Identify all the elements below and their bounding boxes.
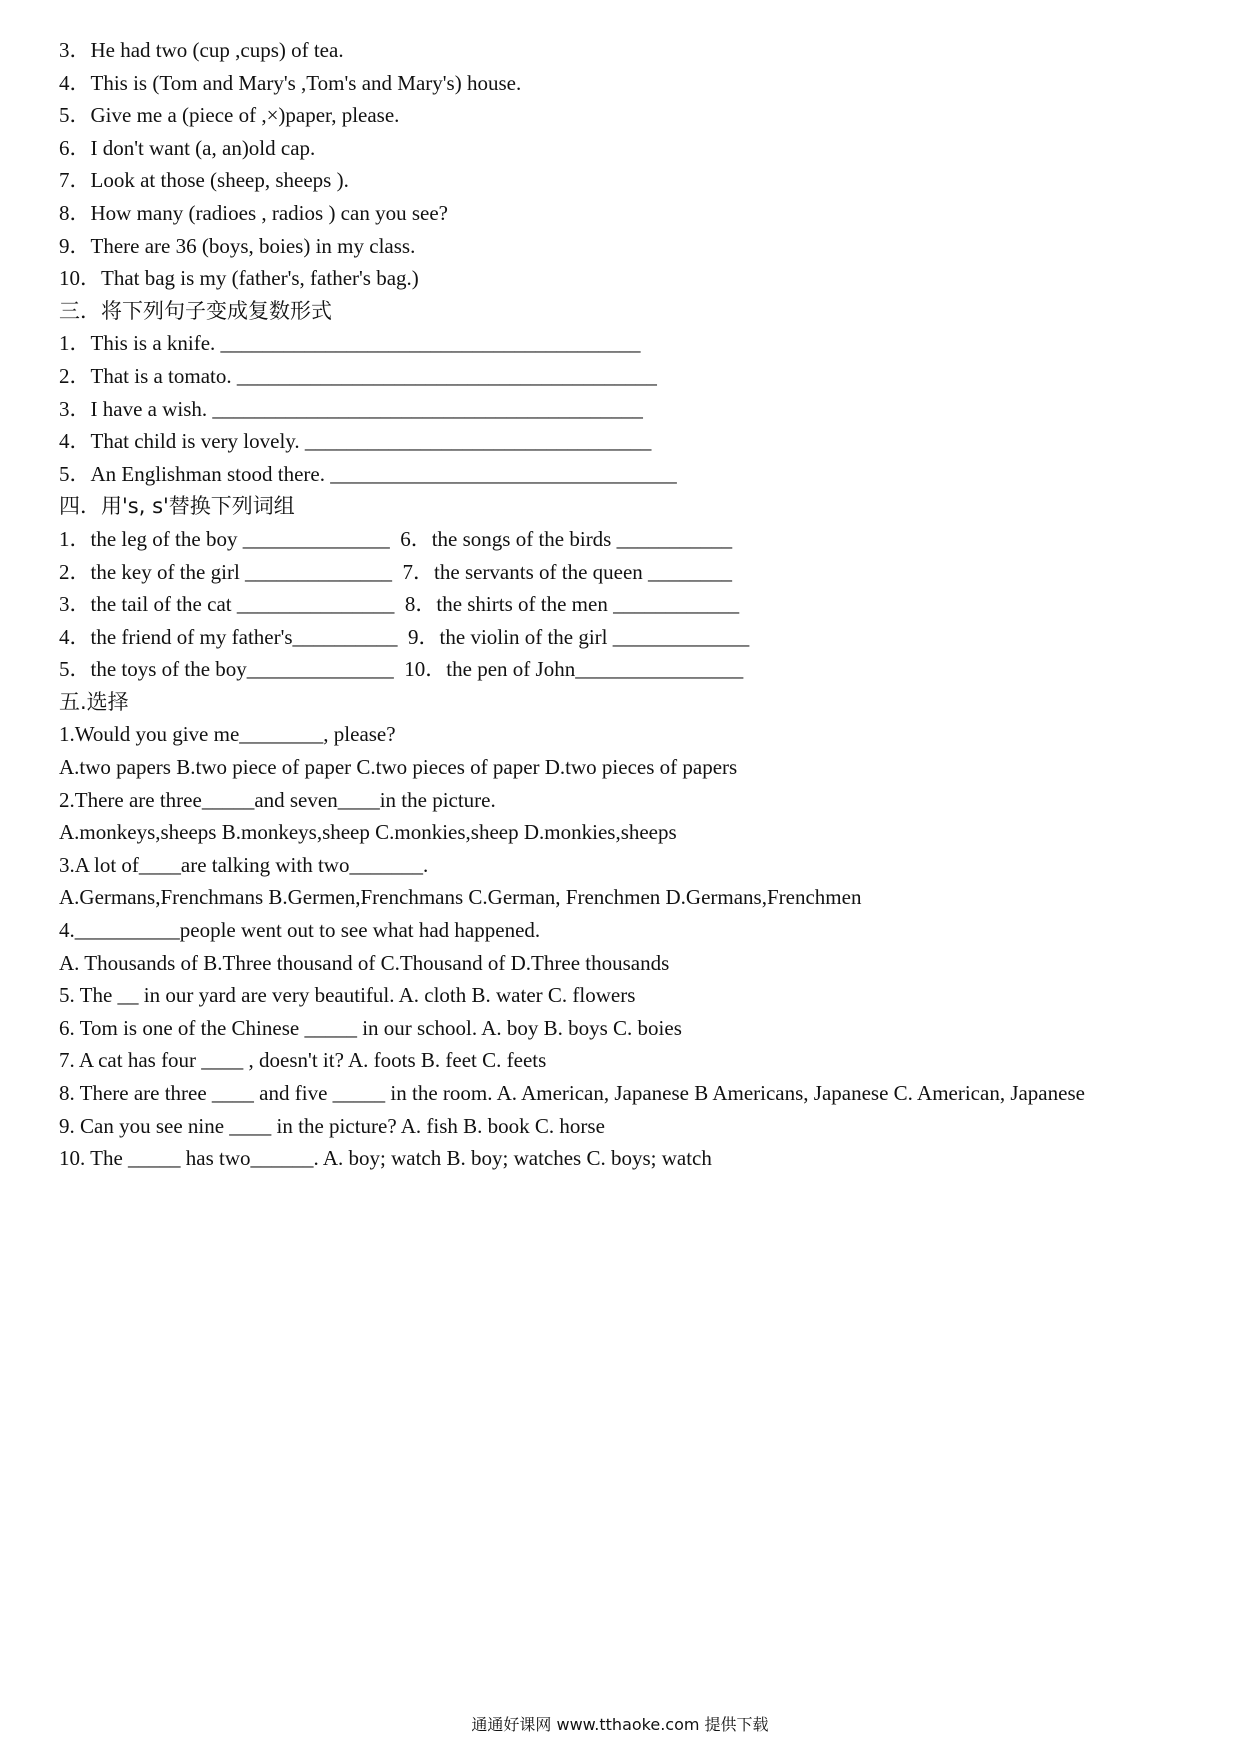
worksheet-page bbox=[59, 34, 1209, 1175]
question-line: 3．I have a wish. _________________________________________ bbox=[59, 396, 643, 421]
question-line: 6．I don't want (a, an)old cap. bbox=[59, 135, 316, 160]
question-line: 8. There are three ____ and five _____ in the room. A. American, Japanese B Americans, Japanese C. American, Japanese bbox=[59, 1081, 1085, 1105]
question-line: 3．He had two (cup ,cups) of tea. bbox=[59, 38, 344, 62]
section-5-items bbox=[59, 718, 1209, 1174]
question-line: 5．An Englishman stood there. _________________________________ bbox=[59, 461, 677, 486]
question-line: 4．That child is very lovely. _________________________________ bbox=[59, 429, 652, 454]
question-line: 3．the tail of the cat _______________ 8．the shirts of the men ____________ bbox=[59, 592, 740, 617]
question-line: 1．the leg of the boy ______________ 6．the songs of the birds ___________ bbox=[59, 526, 733, 551]
section-5-heading: 五.选择 bbox=[59, 689, 129, 714]
section-2-items bbox=[59, 34, 1209, 295]
question-line: 2．the key of the girl ______________ 7．the servants of the queen ________ bbox=[59, 559, 733, 584]
question-line: 7. A cat has four ____ , doesn't it? A. foots B. feet C. feets bbox=[59, 1048, 547, 1073]
section-4-heading: 四．用's, s'替换下列词组 bbox=[59, 494, 295, 519]
question-line: 4．the friend of my father's__________ 9．the violin of the girl _____________ bbox=[59, 624, 750, 649]
question-line: 10．That bag is my (father's, father's bag.) bbox=[59, 266, 419, 291]
options-line: A.Germans,Frenchmans B.Germen,Frenchmans C.German, Frenchmen D.Germans,Frenchmen bbox=[59, 885, 862, 910]
question-line: 4.__________people went out to see what had happened. bbox=[59, 918, 541, 943]
question-line: 2.There are three_____and seven____in the picture. bbox=[59, 787, 496, 812]
question-line: 9. Can you see nine ____ in the picture? A. fish B. book C. horse bbox=[59, 1113, 605, 1138]
options-line: A.two papers B.two piece of paper C.two pieces of paper D.two pieces of papers bbox=[59, 755, 738, 780]
question-line: 2．That is a tomato. ________________________________________ bbox=[59, 363, 657, 388]
question-line: 1.Would you give me________, please? bbox=[59, 722, 396, 747]
question-line: 5. The __ in our yard are very beautiful. A. cloth B. water C. flowers bbox=[59, 983, 636, 1008]
question-line: 8．How many (radioes , radios ) can you see? bbox=[59, 200, 448, 225]
section-3-items bbox=[59, 327, 1209, 490]
question-line: 1．This is a knife. ________________________________________ bbox=[59, 331, 641, 356]
section-4-items bbox=[59, 523, 1209, 686]
question-line: 6. Tom is one of the Chinese _____ in our school. A. boy B. boys C. boies bbox=[59, 1015, 682, 1040]
section-3-heading: 三．将下列句子变成复数形式 bbox=[59, 298, 332, 323]
question-line: 3.A lot of____are talking with two_______. bbox=[59, 852, 429, 877]
question-line: 9．There are 36 (boys, boies) in my class. bbox=[59, 233, 416, 258]
question-line: 4．This is (Tom and Mary's ,Tom's and Mary's) house. bbox=[59, 70, 522, 95]
question-line: 5．the toys of the boy______________ 10．the pen of John________________ bbox=[59, 657, 744, 682]
options-line: A.monkeys,sheeps B.monkeys,sheep C.monkies,sheep D.monkies,sheeps bbox=[59, 820, 677, 845]
footer-credit: 通通好课网 www.tthaoke.com 提供下载 bbox=[471, 1715, 769, 1734]
question-line: 10. The _____ has two______. A. boy; watch B. boy; watches C. boys; watch bbox=[59, 1146, 712, 1171]
question-line: 7．Look at those (sheep, sheeps ). bbox=[59, 168, 349, 193]
question-line: 5．Give me a (piece of ,×)paper, please. bbox=[59, 103, 400, 128]
options-line: A. Thousands of B.Three thousand of C.Thousand of D.Three thousands bbox=[59, 950, 670, 975]
